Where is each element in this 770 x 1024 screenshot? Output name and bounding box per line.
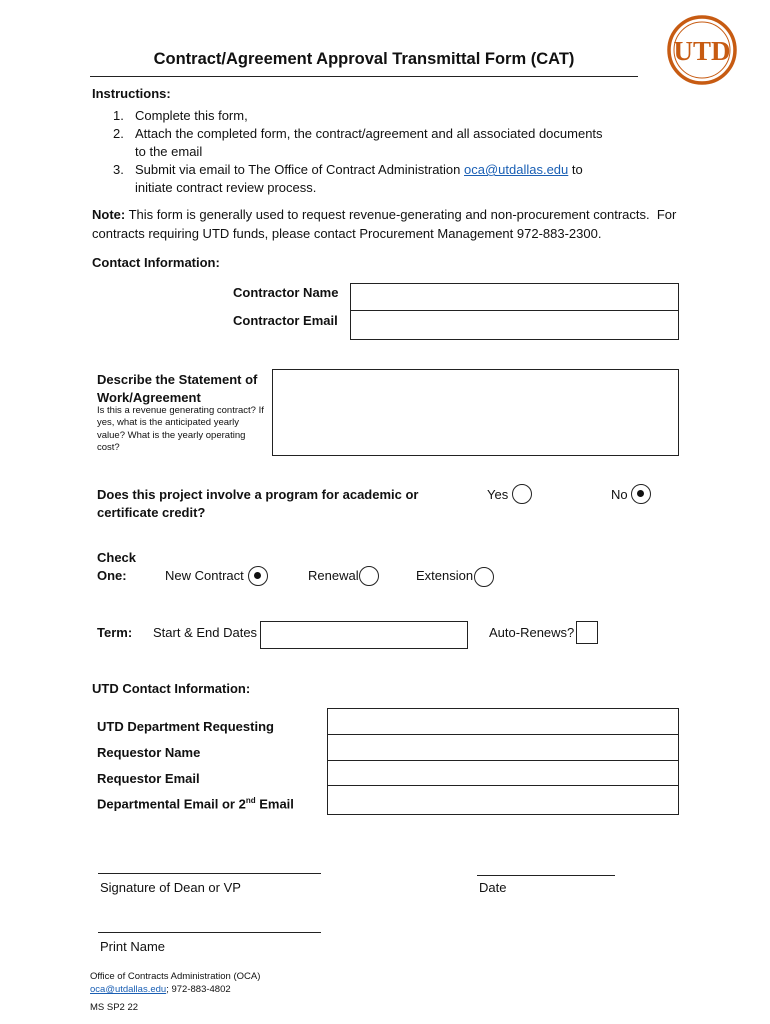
note-line-1 <box>92 207 676 222</box>
renewal-radio[interactable] <box>359 566 379 586</box>
new-contract-selected-dot <box>254 572 261 579</box>
contact-heading: Contact Information: <box>92 255 220 270</box>
requestor-email-label: Requestor Email <box>97 771 200 786</box>
note-label: Note: <box>92 207 126 222</box>
department-label: UTD Department Requesting <box>97 719 274 734</box>
new-contract-radio[interactable] <box>248 566 268 586</box>
statement-label-1: Describe the Statement of <box>97 372 258 387</box>
oca-email-link[interactable]: oca@utdallas.edu <box>464 162 569 177</box>
footer-code: MS SP2 22 <box>90 1002 139 1013</box>
instructions-heading: Instructions: <box>92 86 171 101</box>
instruction-text-1: Complete this form, <box>135 108 248 123</box>
page-title: Contract/Agreement Approval Transmittal Form (CAT) <box>153 50 575 68</box>
print-name-line[interactable] <box>98 932 321 933</box>
statement-hint-2: yes, what is the anticipated yearly <box>97 417 240 428</box>
extension-radio[interactable] <box>474 567 494 587</box>
print-name-label: Print Name <box>100 939 166 954</box>
instruction-text-3b: initiate contract review process. <box>135 180 317 195</box>
signature-label: Signature of Dean or VP <box>100 880 241 895</box>
utd-contact-heading: UTD Contact Information: <box>92 681 251 696</box>
extension-label: Extension <box>416 568 474 583</box>
instruction-text-3 <box>135 162 583 177</box>
academic-question-2: certificate credit? <box>97 505 206 520</box>
academic-question-1: Does this project involve a program for academic or <box>97 487 419 502</box>
auto-renews-checkbox[interactable] <box>576 621 598 644</box>
contractor-name-label: Contractor Name <box>233 285 339 300</box>
dept-email-label-suffix: Email <box>255 796 294 812</box>
start-end-dates-label: Start & End Dates <box>153 625 258 640</box>
utd-logo <box>666 14 738 86</box>
academic-no-label: No <box>611 487 628 502</box>
statement-hint-4: cost? <box>97 442 120 453</box>
academic-yes-label: Yes <box>487 487 509 502</box>
dept-email-label-prefix: Departmental Email or 2 <box>97 796 246 812</box>
date-line[interactable] <box>477 875 615 876</box>
requestor-name-label: Requestor Name <box>97 745 201 760</box>
footer-contact <box>90 984 231 995</box>
contractor-email-label: Contractor Email <box>233 313 338 328</box>
dept-email-label-sup: nd <box>245 796 256 805</box>
instruction-text-2b: to the email <box>135 144 203 159</box>
term-label: Term: <box>97 625 133 640</box>
dept-email-label <box>97 796 294 811</box>
dept-email-field[interactable] <box>327 785 679 815</box>
instruction-num-1: 1. <box>113 108 124 123</box>
academic-no-radio[interactable] <box>631 484 651 504</box>
academic-no-selected-dot <box>637 490 644 497</box>
academic-yes-radio[interactable] <box>512 484 532 504</box>
contractor-name-field[interactable] <box>350 283 679 312</box>
contractor-email-field[interactable] <box>350 310 679 340</box>
check-one-label-1: Check <box>97 550 137 565</box>
requestor-email-field[interactable] <box>327 760 679 787</box>
instruction-3-suffix: to <box>568 162 583 177</box>
instruction-text-2: Attach the completed form, the contract/agreement and all associated documents <box>135 126 603 141</box>
statement-hint-3: value? What is the yearly operating <box>97 430 246 441</box>
date-label: Date <box>479 880 507 895</box>
statement-field[interactable] <box>272 369 679 456</box>
title-divider <box>90 76 638 77</box>
logo-text: UTD <box>673 36 731 66</box>
footer-email-link[interactable]: oca@utdallas.edu <box>90 984 167 995</box>
instruction-3-prefix: Submit via email to The Office of Contract Administration <box>135 162 464 177</box>
requestor-name-field[interactable] <box>327 734 679 762</box>
note-line-2: contracts requiring UTD funds, please contact Procurement Management 972-883-2300. <box>92 226 602 241</box>
footer-phone: ; 972-883-4802 <box>166 984 231 995</box>
instruction-num-3: 3. <box>113 162 124 177</box>
renewal-label: Renewal <box>308 568 359 583</box>
instruction-num-2: 2. <box>113 126 124 141</box>
auto-renews-label: Auto-Renews? <box>489 625 575 640</box>
start-end-dates-field[interactable] <box>260 621 468 649</box>
statement-label-2: Work/Agreement <box>97 390 201 405</box>
statement-hint-1: Is this a revenue generating contract? If <box>97 405 264 416</box>
new-contract-label: New Contract <box>165 568 244 583</box>
check-one-label-2: One: <box>97 568 127 583</box>
footer-office: Office of Contracts Administration (OCA) <box>90 971 261 982</box>
department-field[interactable] <box>327 708 679 736</box>
note-text-1: This form is generally used to request revenue-generating and non-procurement contracts. For <box>125 207 677 222</box>
signature-line[interactable] <box>98 873 321 874</box>
